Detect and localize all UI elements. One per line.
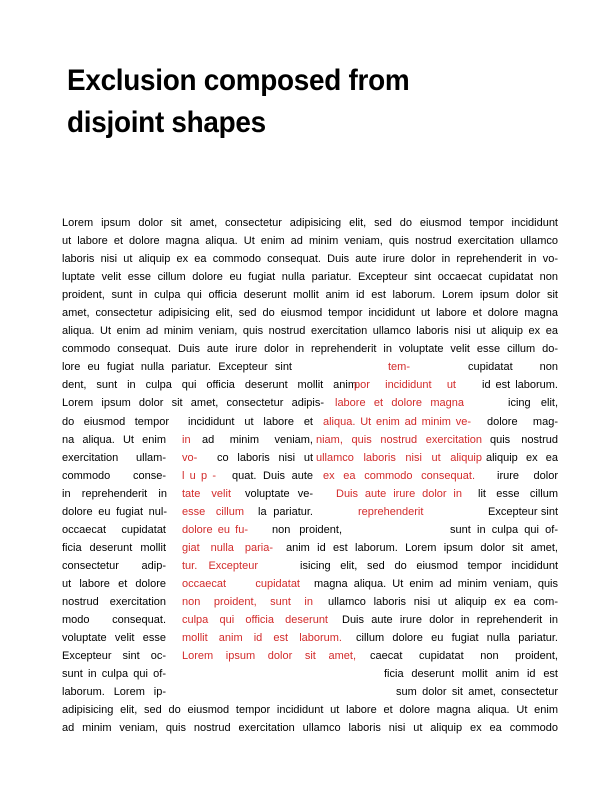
line-text: sunt in culpa qui of-	[450, 523, 558, 536]
text-line	[62, 521, 558, 539]
text-line	[62, 376, 558, 394]
red-shape-text: tate velit	[182, 487, 231, 500]
line-text: nostrud exercitation	[62, 595, 166, 608]
line-text: sunt in culpa qui of-	[62, 668, 166, 681]
text-line	[62, 485, 558, 503]
line-text: dolore eu fugiat nul-	[62, 505, 167, 518]
line-text: voluptate ve-	[245, 487, 313, 500]
text-line	[62, 467, 558, 485]
line-text: incididunt ut labore et	[188, 415, 313, 428]
line-text: Excepteur sint oc-	[62, 650, 166, 663]
red-shape-text: giat nulla paria-	[182, 541, 273, 554]
line-text: isicing elit, sed do eiusmod tempor incididunt	[300, 559, 558, 572]
line-text: sum dolor sit amet, consectetur	[396, 686, 558, 699]
red-shape-text: ex ea commodo consequat.	[323, 469, 475, 482]
text-line	[62, 449, 558, 467]
title-line-2: disjoint shapes	[67, 106, 266, 139]
line-text: in reprehenderit in	[62, 487, 167, 500]
text-line	[62, 394, 558, 412]
line-text: adipisicing elit, sed do eiusmod tempor incididunt ut labore et dolore magna aliqua. Ut enim	[62, 704, 558, 717]
line-text: laboris nisi ut aliquip ex ea commodo consequat. Duis aute irure dolor in reprehenderit in vo-	[62, 253, 558, 266]
text-line	[62, 539, 558, 557]
text-line	[62, 250, 558, 268]
red-shape-text: l u p -	[182, 469, 216, 482]
line-text: laborum. Lorem ip-	[62, 686, 166, 699]
text-line	[62, 358, 558, 376]
line-text: voluptate velit esse	[62, 632, 166, 645]
red-shape-text: occaecat cupidatat	[182, 577, 300, 590]
text-line	[62, 322, 558, 340]
line-text: ut labore et dolore magna aliqua. Ut enim ad minim veniam, quis nostrud exercitation ullamco	[62, 235, 558, 248]
line-text: proident, sunt in culpa qui officia deserunt mollit anim id est laborum. Lorem ipsum dolor sit	[62, 289, 558, 302]
text-line	[62, 232, 558, 250]
title-line-1: Exclusion composed from	[67, 64, 410, 97]
line-text: do eiusmod tempor	[62, 415, 169, 428]
line-text: caecat cupidatat non proident,	[370, 650, 558, 663]
line-text: aliqua. Ut enim ad minim veniam, quis nostrud exercitation ullamco laboris nisi ut aliquip ex ea	[62, 325, 558, 338]
line-text: quis nostrud	[490, 433, 558, 446]
line-text: na aliqua. Ut enim	[62, 433, 166, 446]
line-text: Lorem ipsum dolor sit amet, consectetur adipisicing elit, sed do eiusmod tempor incididunt	[62, 217, 558, 229]
line-text: ad minim veniam,	[202, 433, 313, 446]
red-shape-text: aliqua. Ut enim ad minim ve-	[323, 415, 471, 428]
line-text: occaecat cupidatat	[62, 523, 166, 536]
text-line	[62, 431, 558, 449]
line-text: ad minim veniam, quis nostrud exercitation ullamco laboris nisi ut aliquip ex ea commodo	[62, 722, 558, 735]
line-text: id est laborum.	[482, 379, 558, 392]
body-text	[62, 214, 558, 737]
line-text: la pariatur.	[258, 505, 313, 518]
text-line	[62, 719, 558, 737]
red-shape-text: ullamco laboris nisi ut aliquip	[316, 451, 482, 464]
text-line	[62, 340, 558, 358]
line-text: ullamco laboris nisi ut aliquip ex ea com-	[328, 595, 558, 608]
line-text: Lorem ipsum dolor sit amet, consectetur adipis-	[62, 397, 324, 410]
line-text: lore eu fugiat nulla pariatur. Excepteur sint	[62, 361, 292, 374]
line-text: co laboris nisi ut	[217, 451, 313, 464]
text-line	[62, 683, 558, 701]
line-text: Excepteur sint	[488, 505, 558, 518]
line-text: ficia deserunt mollit	[62, 541, 166, 554]
line-text: anim id est laborum. Lorem ipsum dolor sit amet,	[286, 541, 558, 554]
text-line	[62, 593, 558, 611]
text-line	[62, 286, 558, 304]
red-shape-text: Duis aute irure dolor in	[336, 487, 462, 500]
text-line	[62, 575, 558, 593]
text-line	[62, 214, 558, 232]
text-line	[62, 268, 558, 286]
line-text: modo consequat.	[62, 614, 166, 627]
text-line	[62, 701, 558, 719]
text-line	[62, 665, 558, 683]
red-shape-text: reprehenderit	[358, 505, 424, 518]
text-line	[62, 611, 558, 629]
red-shape-text: por incididunt ut	[354, 379, 456, 392]
line-text: irure dolor	[497, 469, 558, 482]
page-title	[67, 60, 513, 144]
red-shape-text: tem-	[388, 361, 410, 374]
text-line	[62, 413, 558, 431]
line-text: dent, sunt in culpa qui officia deserunt mollit anim	[62, 379, 357, 392]
line-text: non proident,	[272, 523, 342, 536]
line-text: magna aliqua. Ut enim ad minim veniam, quis	[314, 577, 558, 590]
line-text: commodo consequat. Duis aute irure dolor in reprehenderit in voluptate velit esse cillum do-	[62, 343, 558, 356]
text-line	[62, 647, 558, 665]
red-shape-text: Lorem ipsum dolor sit amet,	[182, 650, 356, 663]
text-line	[62, 557, 558, 575]
line-text: quat. Duis aute	[232, 469, 313, 482]
red-shape-text: non proident, sunt in	[182, 595, 313, 608]
line-text: cillum dolore eu fugiat nulla pariatur.	[356, 632, 558, 645]
red-shape-text: mollit anim id est laborum.	[182, 632, 342, 645]
line-text: aliquip ex ea	[486, 451, 558, 464]
line-text: exercitation ullam-	[62, 451, 166, 464]
line-text: ficia deserunt mollit anim id est	[384, 668, 558, 681]
red-shape-text: labore et dolore magna	[335, 397, 464, 410]
line-text: Duis aute irure dolor in reprehenderit in	[342, 614, 558, 627]
red-shape-text: vo-	[182, 451, 198, 464]
text-line	[62, 503, 558, 521]
red-shape-text: niam, quis nostrud exercitation	[316, 433, 482, 446]
red-shape-text: in	[182, 433, 191, 446]
line-text: lit esse cillum	[478, 487, 558, 500]
line-text: icing elit,	[508, 397, 558, 410]
line-text: ut labore et dolore	[62, 577, 166, 590]
line-text: dolore mag-	[487, 415, 558, 428]
red-shape-text: dolore eu fu-	[182, 523, 248, 536]
text-line	[62, 629, 558, 647]
line-text: luptate velit esse cillum dolore eu fugiat nulla pariatur. Excepteur sint occaecat cupidatat non	[62, 271, 558, 284]
red-shape-text: esse cillum	[182, 505, 244, 518]
red-shape-text: culpa qui officia deserunt	[182, 614, 328, 627]
line-text: amet, consectetur adipisicing elit, sed do eiusmod tempor incididunt ut labore et dolore magna	[62, 307, 558, 320]
text-line	[62, 304, 558, 322]
line-text: commodo conse-	[62, 469, 166, 482]
line-text: consectetur adip-	[62, 559, 166, 572]
red-shape-text: tur. Excepteur	[182, 559, 258, 572]
line-text: cupidatat non	[468, 361, 558, 374]
